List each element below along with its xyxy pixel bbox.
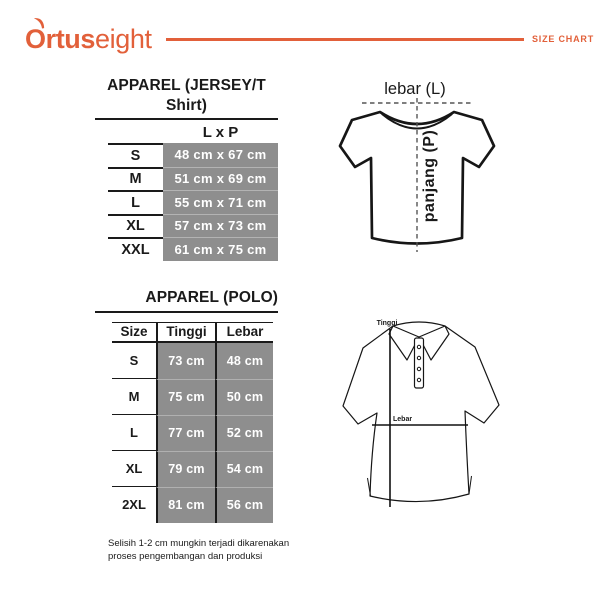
polo-table-title: APPAREL (POLO) <box>145 288 278 306</box>
polo-lebar-cell: 54 cm <box>215 451 273 487</box>
jersey-size-cell: M <box>108 167 163 191</box>
polo-button <box>417 356 420 359</box>
polo-tinggi-cell: 81 cm <box>156 487 215 523</box>
polo-title-underline <box>95 311 278 313</box>
polo-side-slit-right <box>469 476 472 494</box>
jersey-table <box>95 143 278 261</box>
polo-tinggi-cell: 73 cm <box>156 343 215 379</box>
table-row <box>112 379 273 415</box>
table-row <box>112 415 273 451</box>
polo-table <box>112 322 273 523</box>
polo-lebar-cell: 52 cm <box>215 415 273 451</box>
polo-header-tinggi: Tinggi <box>156 323 215 341</box>
polo-size-cell: S <box>112 343 156 379</box>
polo-size-cell: 2XL <box>122 497 146 512</box>
polo-width-label: Lebar <box>393 416 413 423</box>
flame-icon <box>33 16 46 29</box>
polo-size-cell: XL <box>112 451 156 487</box>
polo-lebar-cell: 48 cm <box>215 343 273 379</box>
polo-tinggi-cell: 75 cm <box>156 379 215 415</box>
brand-o-text: O <box>25 23 46 54</box>
polo-tinggi-cell: 79 cm <box>156 451 215 487</box>
table-row <box>112 451 273 487</box>
jersey-size-cell: S <box>108 143 163 167</box>
polo-button <box>417 378 420 381</box>
jersey-size-cell: XL <box>108 214 163 238</box>
jersey-section <box>95 76 278 261</box>
jersey-table-title: APPAREL (JERSEY/T Shirt) <box>107 77 266 114</box>
polo-measure-diagram <box>337 310 507 518</box>
table-row <box>112 343 273 379</box>
disclaimer-note: Selisih 1-2 cm mungkin terjadi dikarenakan proses pengembangan dan produksi <box>108 537 290 562</box>
brand-text-light: eight <box>95 23 152 54</box>
polo-lebar-cell: 56 cm <box>215 487 273 523</box>
header <box>25 20 594 58</box>
brand-logo <box>25 24 152 55</box>
polo-header-lebar: Lebar <box>215 323 273 341</box>
tshirt-length-label: panjang (P) <box>421 129 438 223</box>
header-divider-line <box>166 38 524 41</box>
tshirt-measure-diagram <box>330 72 500 258</box>
table-row <box>95 214 278 238</box>
polo-button <box>417 367 420 370</box>
jersey-dimensions-cell: 61 cm x 75 cm <box>163 237 278 261</box>
polo-section <box>95 288 278 523</box>
brand-logo-letter-o <box>25 24 46 55</box>
jersey-size-cell: L <box>108 190 163 214</box>
size-chart-badge: SIZE CHART <box>532 34 594 44</box>
jersey-dimensions-cell: 51 cm x 69 cm <box>163 167 278 191</box>
jersey-size-cell: XXL <box>108 237 163 261</box>
tables-column <box>95 76 290 563</box>
polo-tinggi-cell: 77 cm <box>156 415 215 451</box>
table-row <box>95 167 278 191</box>
jersey-dimensions-cell: 48 cm x 67 cm <box>163 143 278 167</box>
table-row <box>95 143 278 167</box>
polo-size-cell: L <box>112 415 156 451</box>
polo-size-cell: M <box>112 379 156 415</box>
table-row <box>112 487 273 523</box>
polo-header-row <box>112 322 273 343</box>
brand-text-bold: rtus <box>45 23 96 54</box>
table-row <box>95 190 278 214</box>
jersey-dimension-header: L x P <box>202 124 239 141</box>
tshirt-width-label: lebar (L) <box>384 80 446 98</box>
polo-lebar-cell: 50 cm <box>215 379 273 415</box>
jersey-dimensions-cell: 57 cm x 73 cm <box>163 214 278 238</box>
table-row <box>95 237 278 261</box>
polo-height-label: Tinggi <box>376 320 398 327</box>
jersey-dimensions-cell: 55 cm x 71 cm <box>163 190 278 214</box>
polo-button <box>417 345 420 348</box>
polo-header-size: Size <box>120 324 148 339</box>
